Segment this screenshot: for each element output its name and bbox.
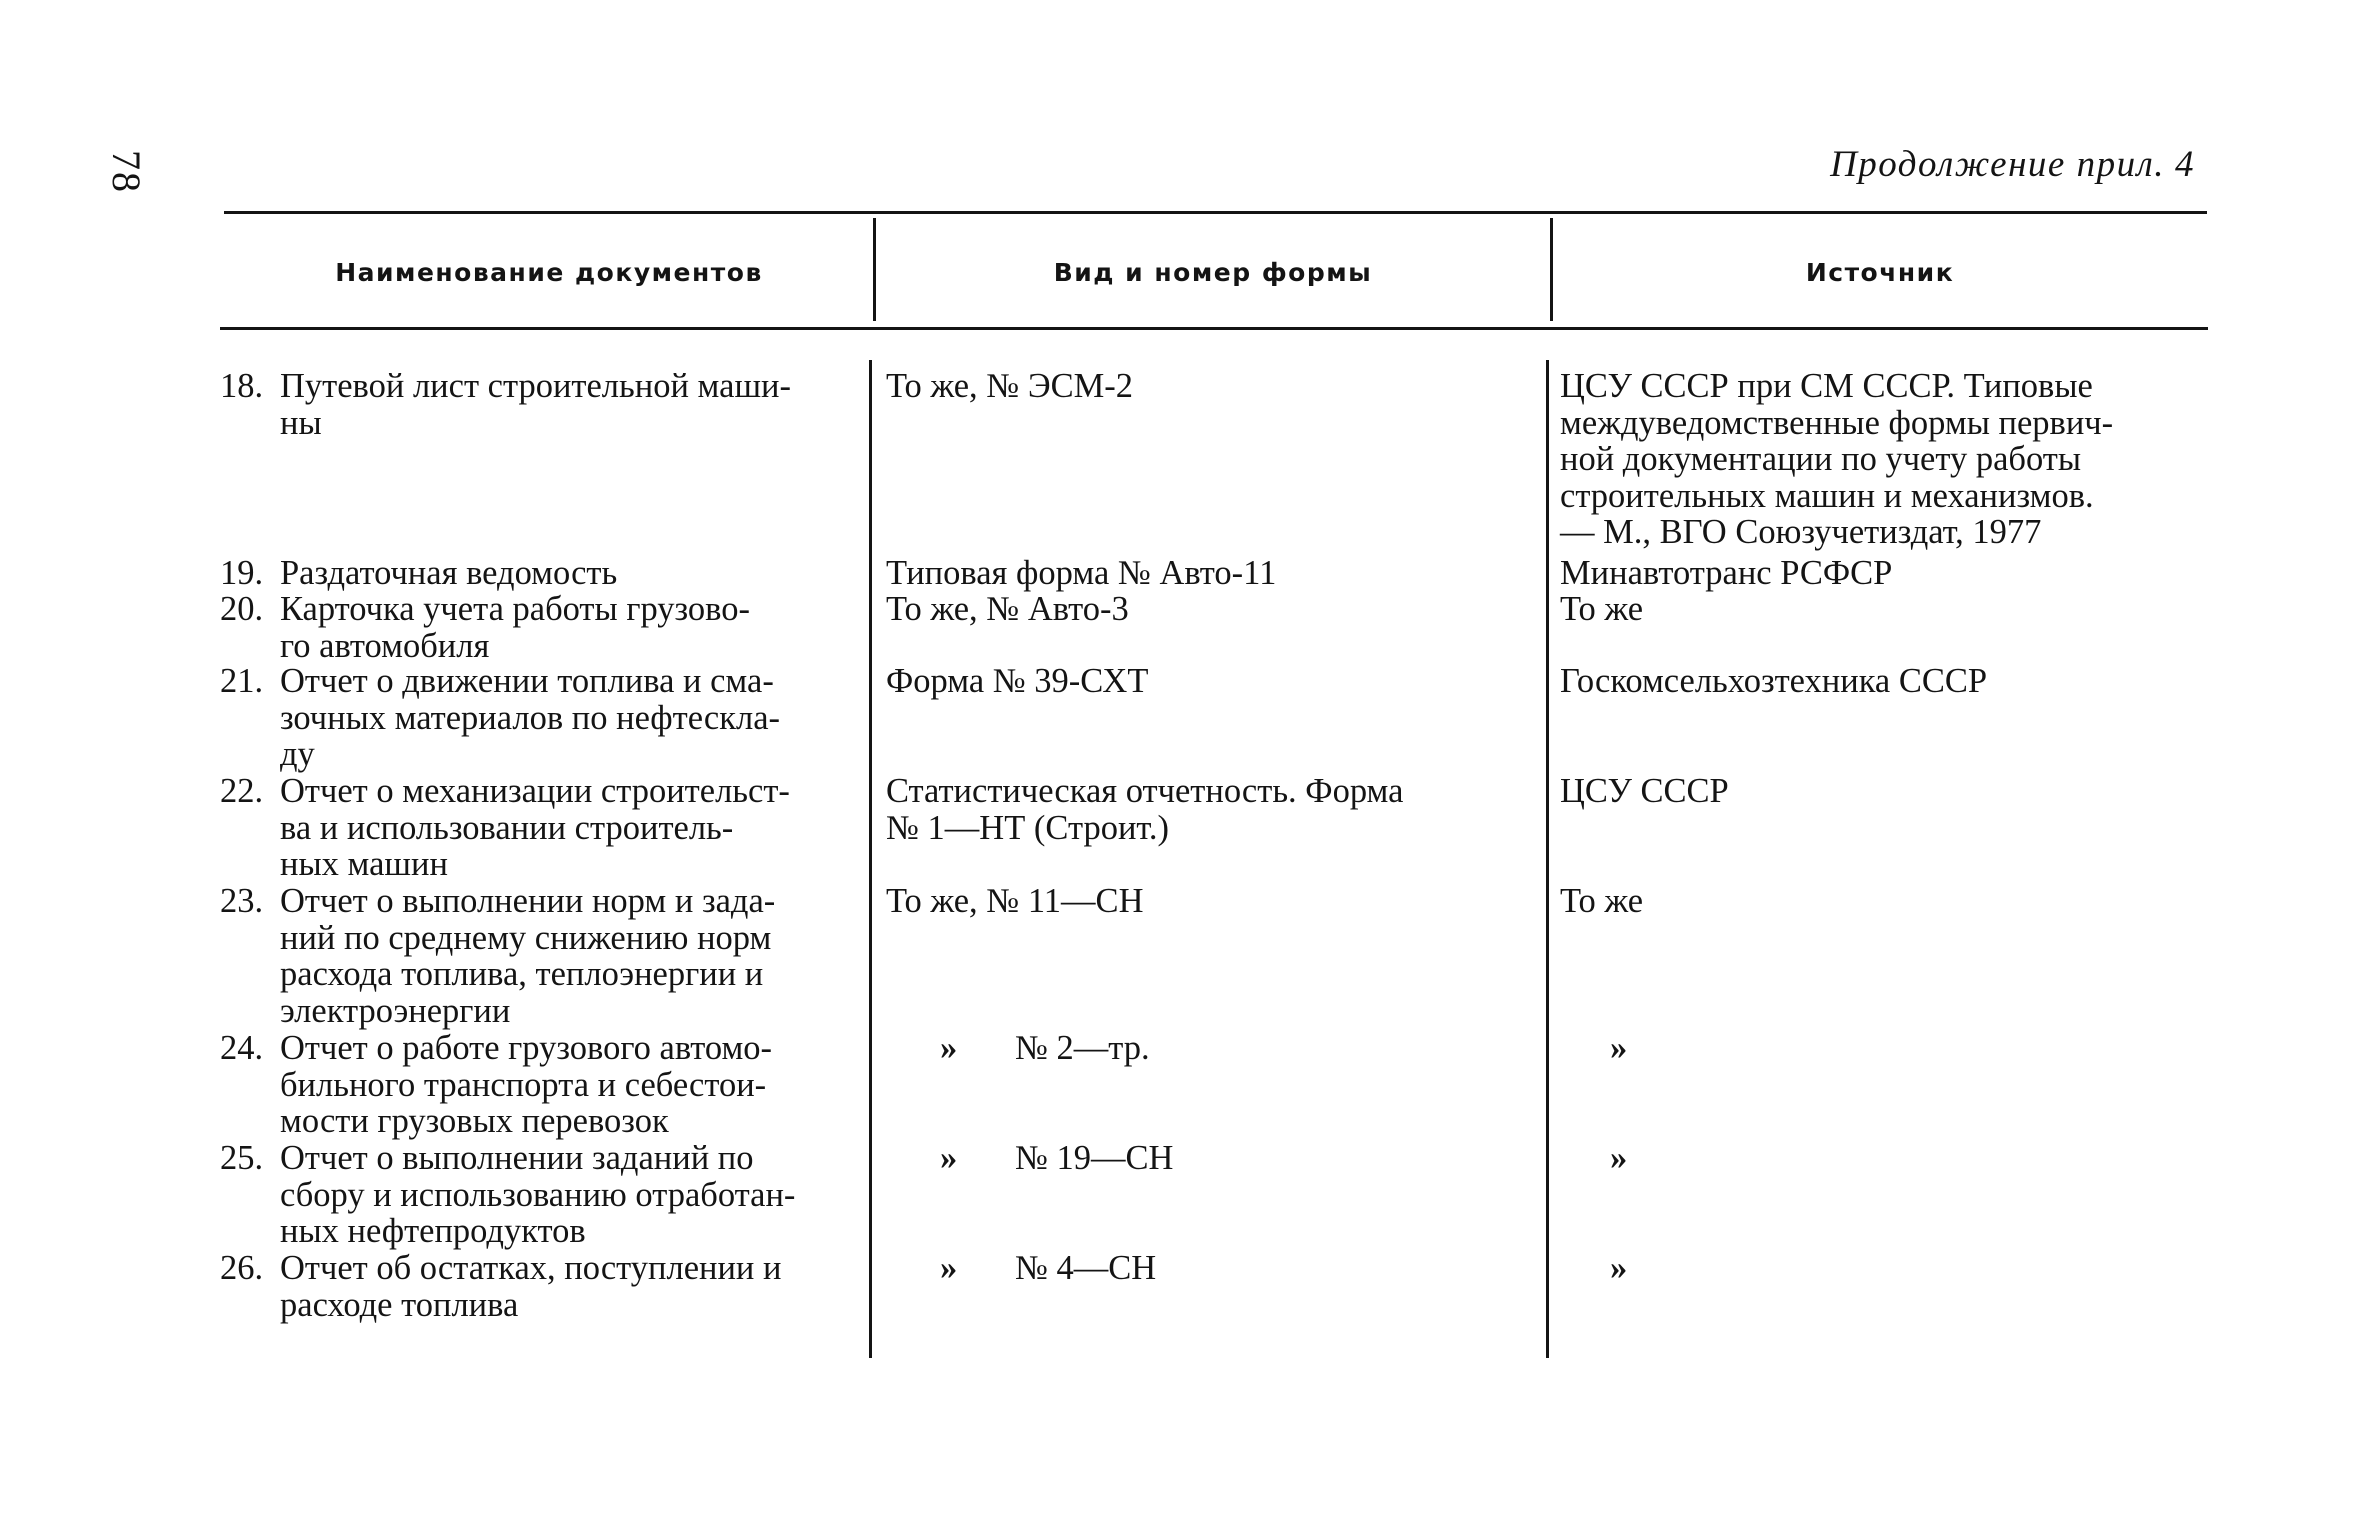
ditto-mark: » bbox=[940, 1249, 958, 1287]
form-cell bbox=[886, 883, 1536, 920]
document-name-cell bbox=[220, 1140, 860, 1250]
form-number: Типовая форма № Авто-11 bbox=[886, 554, 1277, 592]
row-number: 24. bbox=[220, 1029, 264, 1067]
form-number: То же, № ЭСМ-2 bbox=[886, 367, 1134, 405]
header-name: Наименование документов bbox=[335, 258, 763, 287]
source-cell: Минавтотранс РСФСР bbox=[1560, 554, 1893, 592]
table-header-rule bbox=[220, 327, 2208, 330]
document-name: Отчет об остатках, поступлении и расходе топлива bbox=[280, 1249, 782, 1324]
source-cell: ЦСУ СССР bbox=[1560, 772, 1729, 810]
form-number: То же, № Авто-3 bbox=[886, 590, 1129, 628]
column-divider bbox=[869, 360, 872, 1358]
form-cell bbox=[886, 368, 1536, 405]
form-cell bbox=[886, 773, 1536, 846]
source-cell: Госкомсельхозтехника СССР bbox=[1560, 662, 1988, 700]
table-top-rule bbox=[224, 211, 2207, 214]
form-number: № 19—СН bbox=[1015, 1139, 1174, 1177]
form-number: Статистическая отчетность. Форма № 1—НТ (Строит.) bbox=[886, 772, 1404, 847]
continuation-text: Продолжение прил. bbox=[1830, 144, 2165, 185]
ditto-mark: » bbox=[940, 1029, 958, 1067]
form-number: № 2—тр. bbox=[1015, 1029, 1150, 1067]
document-name-cell bbox=[220, 1030, 860, 1140]
row-number: 26. bbox=[220, 1249, 264, 1287]
form-cell bbox=[886, 663, 1536, 700]
source-cell: То же bbox=[1560, 590, 1644, 628]
header-source: Источник bbox=[1805, 258, 1955, 287]
source-cell: » bbox=[1610, 1139, 1628, 1177]
form-number: № 4—СН bbox=[1015, 1249, 1157, 1287]
source-cell: То же bbox=[1560, 882, 1644, 920]
row-number: 25. bbox=[220, 1139, 264, 1177]
source-cell: ЦСУ СССР при СМ СССР. Типовые междуведомственные формы первич- ной документации по учету работы строительных машин и механизмов. — М., ВГО Союзучетиздат, 1977 bbox=[1560, 367, 2114, 551]
form-cell bbox=[940, 1250, 1590, 1287]
row-number: 18. bbox=[220, 367, 264, 405]
document-name-cell bbox=[220, 591, 860, 664]
document-name: Отчет о работе грузового автомо- бильного транспорта и себестои- мости грузовых перевозок bbox=[280, 1029, 773, 1140]
document-name: Отчет о движении топлива и сма- зочных материалов по нефтескла- ду bbox=[280, 662, 780, 773]
row-number: 19. bbox=[220, 554, 264, 592]
source-cell: » bbox=[1610, 1029, 1628, 1067]
row-number: 21. bbox=[220, 662, 264, 700]
document-name: Отчет о выполнении норм и зада- ний по среднему снижению норм расхода топлива, теплоэнергии и электроэнергии bbox=[280, 882, 776, 1030]
document-name-cell bbox=[220, 883, 860, 1029]
document-name: Путевой лист строительной маши- ны bbox=[280, 367, 791, 442]
column-divider bbox=[1546, 360, 1549, 1358]
document-name: Отчет о механизации строительст- ва и использовании строитель- ных машин bbox=[280, 772, 790, 883]
form-number: Форма № 39-СХТ bbox=[886, 662, 1149, 700]
document-name: Отчет о выполнении заданий по сбору и использованию отработан- ных нефтепродуктов bbox=[280, 1139, 796, 1250]
row-number: 23. bbox=[220, 882, 264, 920]
document-name-cell bbox=[220, 773, 860, 883]
row-number: 22. bbox=[220, 772, 264, 810]
continuation-label bbox=[1830, 143, 2195, 186]
form-cell bbox=[940, 1030, 1590, 1067]
ditto-mark: » bbox=[940, 1139, 958, 1177]
form-number: То же, № 11—СН bbox=[886, 882, 1144, 920]
source-cell: » bbox=[1610, 1249, 1628, 1287]
row-number: 20. bbox=[220, 590, 264, 628]
form-cell bbox=[886, 591, 1536, 628]
form-cell bbox=[940, 1140, 1590, 1177]
form-cell bbox=[886, 555, 1536, 592]
document-name: Раздаточная ведомость bbox=[280, 554, 618, 592]
document-name-cell bbox=[220, 555, 860, 592]
document-name-cell bbox=[220, 1250, 860, 1323]
appendix-number: 4 bbox=[2175, 144, 2195, 185]
header-form: Вид и номер формы bbox=[1053, 258, 1373, 287]
document-name: Карточка учета работы грузово- го автомобиля bbox=[280, 590, 750, 665]
document-name-cell bbox=[220, 663, 860, 773]
page-number: 78 bbox=[104, 150, 149, 194]
document-name-cell bbox=[220, 368, 860, 441]
